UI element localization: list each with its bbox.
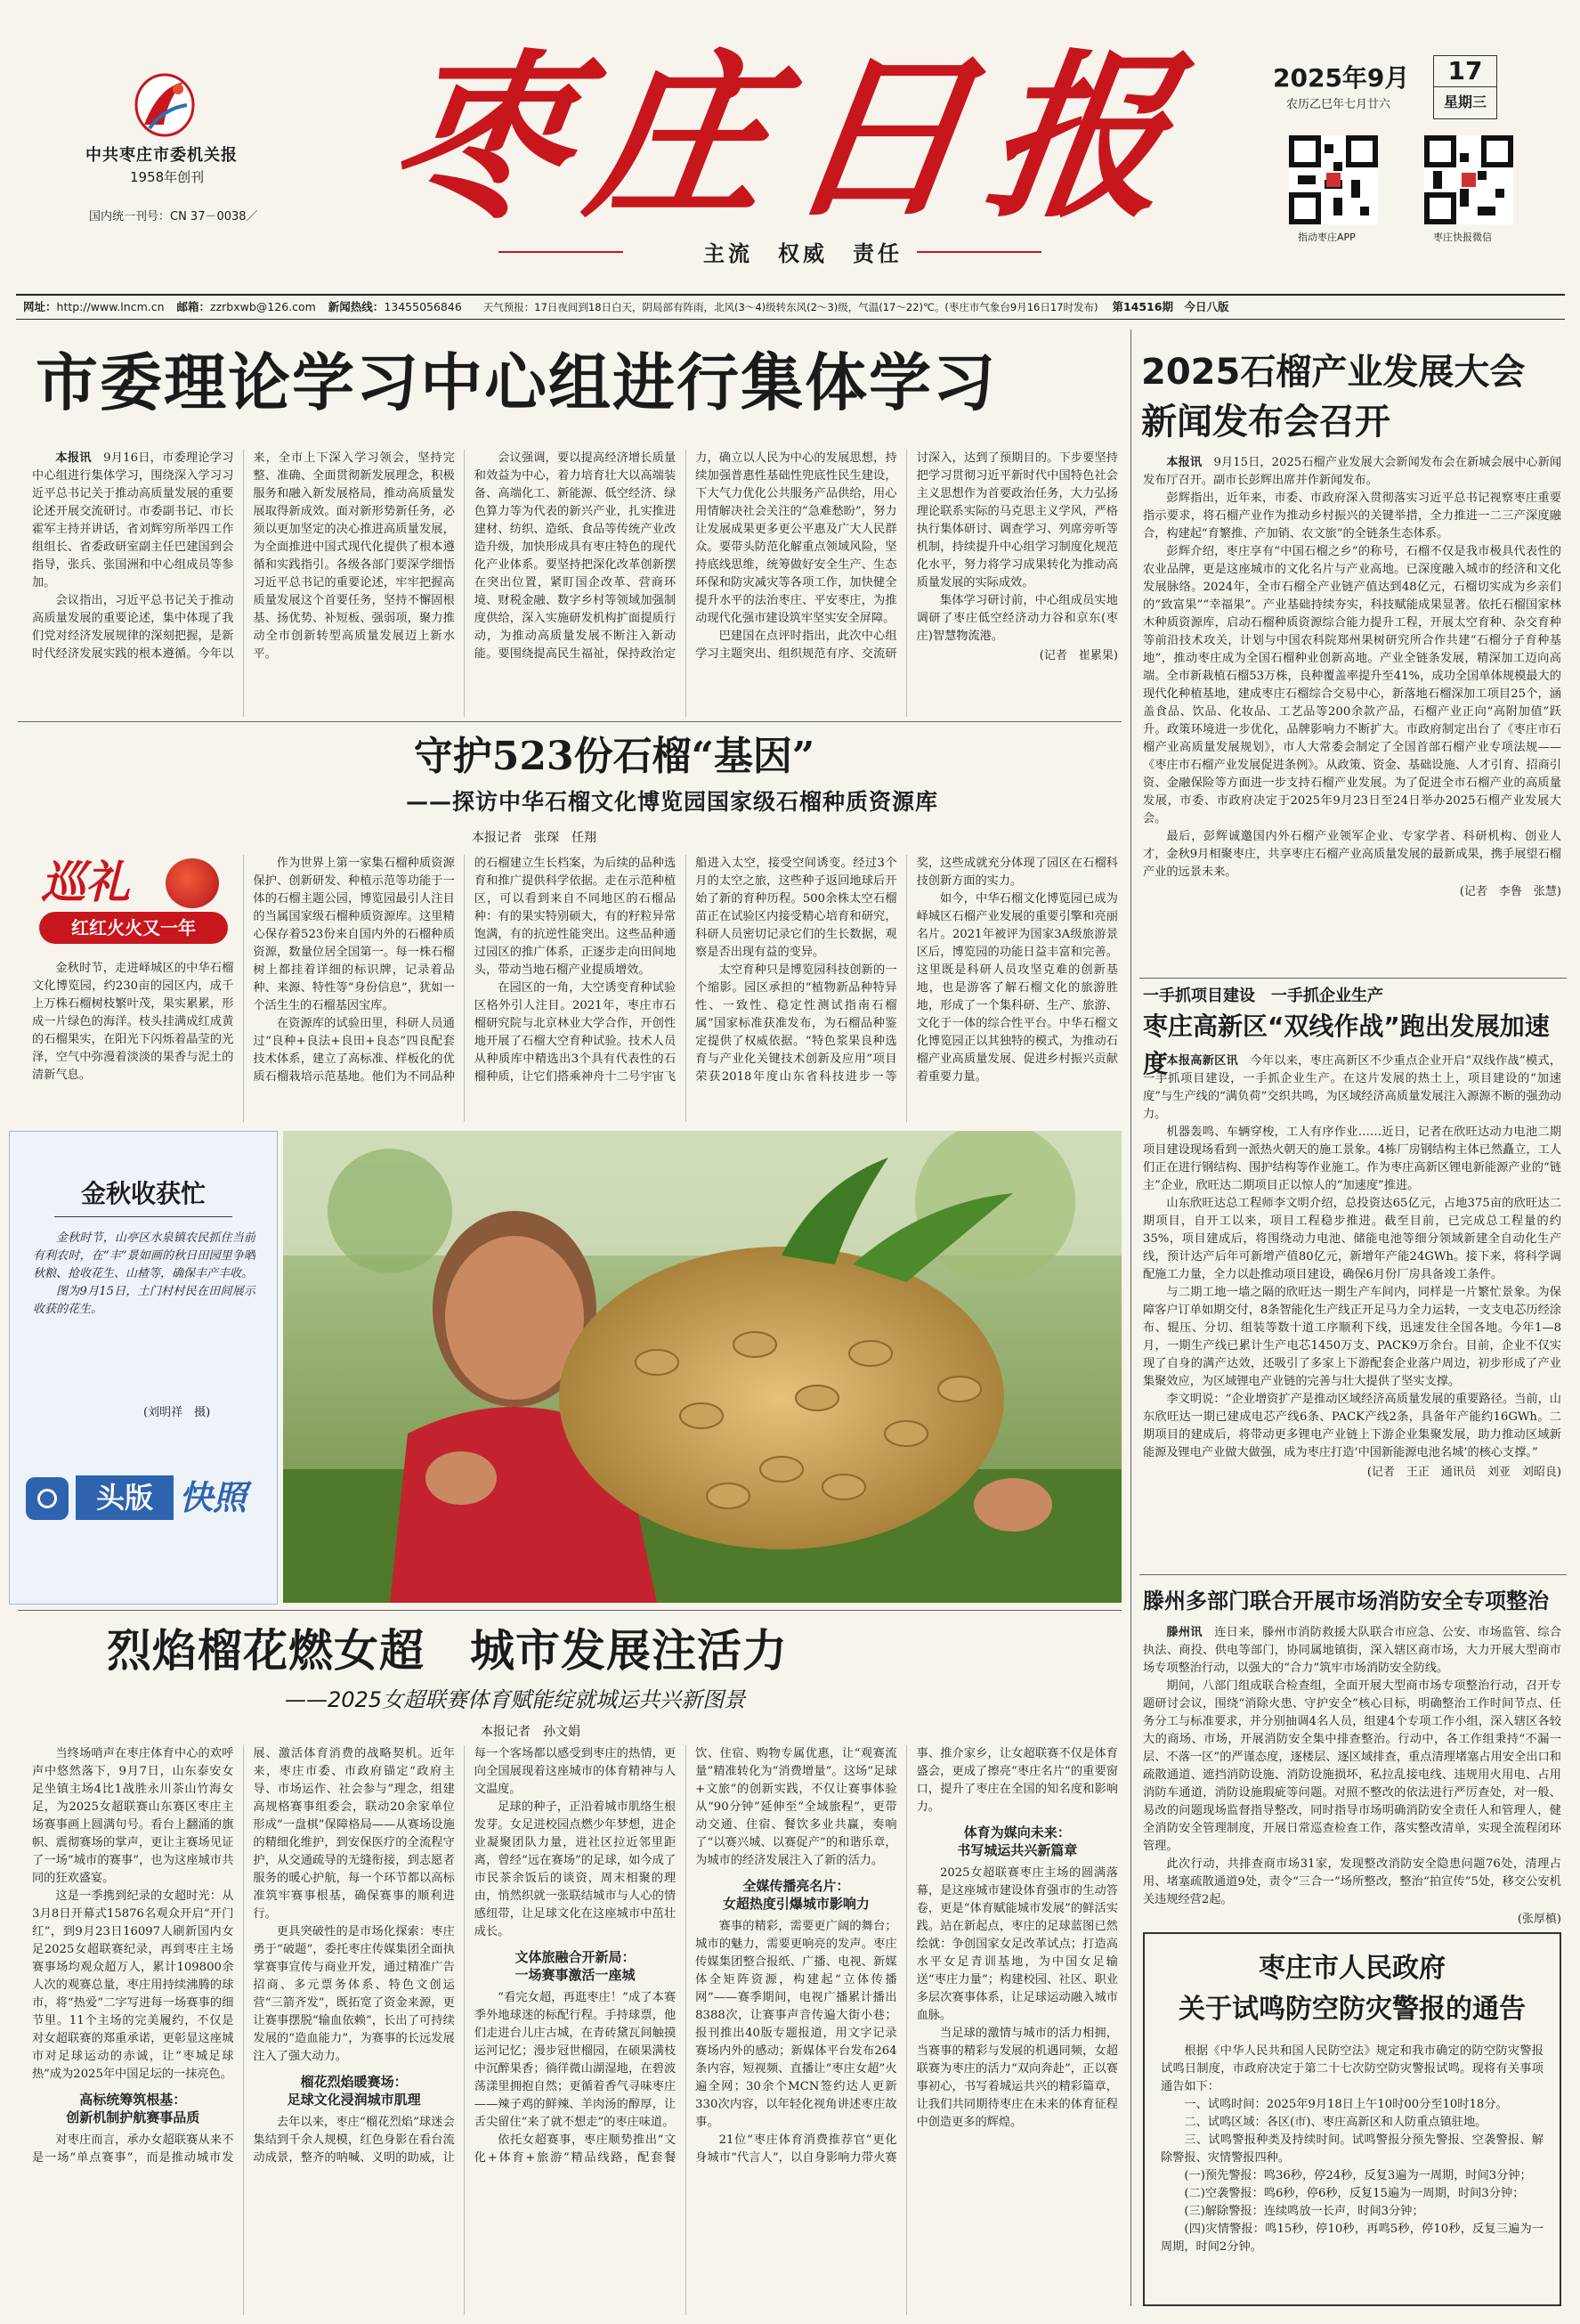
issue-number: 第14516期 今日八版	[1112, 300, 1229, 313]
pomegranate-paragraph: 太空育种只是博览园科技创新的一个缩影。园区承担的“植物新品种特异性、一致性、稳定性测试指南石榴属”国家标准获准发布，为石榴品种鉴定提供了权威依据。“特色浆果良种选育与产业化关键技术创新及应用”项目荣获2018年度山东省科技进步一等奖，这些成就充分体现了园区在石榴科技创新方面的实力。	[695, 857, 1118, 1084]
hitech-paragraph: 与二期工地一墙之隔的欣旺达一期生产车间内，同样是一片繁忙景象。为保障客户订单如期交付，8条智能化生产线正开足马力全力运转，一支支电芯历经涂布、辊压、分切、组装等数十道工序顺利下线，迅速发往全国各地。今年1—8月，一期生产线已累计生产电芯1450万支、PACK9万余台。目前，企业不仅实现了自身的满产达效，还吸引了多家上下游配套企业落户周边，初步形成了产业集聚效应，为区域锂电产业链的完善与壮大提供了坚实支撑。	[1143, 1286, 1561, 1388]
hitech-paragraph: 李文明说：“企业增资扩产是推动区域经济高质量发展的重要路径。当前，山东欣旺达一期已建成电芯产线6条、PACK产线2条，具备年产能约16GWh。二期项目的建成后，将带动更多锂电产业链上下游企业集聚发展，助力推动区域新能源及锂电产业做大做强，成为枣庄打造‘中国新能源电池名城’的核心支撑。”	[1143, 1393, 1561, 1459]
football-paragraph: 当终场哨声在枣庄体育中心的欢呼声中悠然落下，9月7日，山东泰安女足坐镇主场4比1战胜永川茶山竹海女足，为2025女超联赛山东赛区枣庄主场赛事画上圆满句号。看台上翻涌的旗帜、震彻赛场的掌声，更让主赛场见证了一场“城市的赛事”，也为这座城市共同的狂欢盛宴。	[32, 1747, 234, 1885]
mail-address: zzrbxwb@126.com	[210, 300, 316, 313]
pomegranate-body	[32, 855, 1118, 1122]
hitech-paragraph: 机器轰鸣、车辆穿梭，工人有序作业……近日，记者在欣旺达动力电池二期项目建设现场看到一派热火朝天的施工景象。4栋厂房钢结构主体已然矗立，工人们正在进行钢结构、围护结构等作业施工。作为枣庄高新区锂电新能源产业的“链主”企业，欣旺达二期项目正以惊人的“加速度”推进。	[1143, 1125, 1561, 1192]
notice-item: 二、试鸣区域：各区(市)、枣庄高新区和人防重点镇驻地。	[1184, 2116, 1487, 2129]
section-divider	[1139, 1574, 1567, 1575]
weekday: 星期三	[1443, 93, 1487, 110]
conference-paragraph: 本报讯 9月15日，2025石榴产业发展大会新闻发布会在新城会展中心新闻发布厅召开。副市长彭辉出席并作新闻发布。	[1143, 456, 1561, 487]
pomegranate-byline: 本报记者 张琛 任翔	[472, 831, 596, 845]
founded-year: 1958年创刊	[130, 169, 205, 185]
section-divider	[18, 1610, 1122, 1611]
hitech-paragraph: 山东欣旺达总工程师李文明介绍，总投资达65亿元，占地375亩的欣旺达二期项目，自开工以来，项目工程稳步推进。截至目前，已完成总工程量的约35%，项目建成后，将围绕动力电池、储能电池等细分领域新建全自动化生产线，预计达产后年可新增产值80亿元，新增年产能24GWh。接下来，将科学调配施工力量，全力以赴推动项目建设，确保6月份厂房具备竣工条件。	[1143, 1197, 1561, 1281]
issn: 国内统一刊号：CN 37－0038／	[89, 210, 258, 223]
date-box	[1433, 55, 1497, 119]
title-rule-left	[498, 251, 623, 253]
fire-paragraph: 期间，八部门组成联合检查组，全面开展大型商市场专项整治行动，召开专题研讨会议，围绕“消除火患、守护安全”核心目标，明确整治工作时间节点、任务分工与标准要求，并分别抽调4名人员，组建4个专项工作小组，深入辖区各较大的商场、市场，开展消防安全集中排查整治。行动中，各工作组秉持“不漏一层、不落一区”的严谨态度，逐楼层、逐区域排查，重点清理堵塞占用安全出口和疏散通道、遮挡消防设施、消防设施损坏，私拉乱接电线、违规用火用电、占用消防车通道，消防设施瑕疵等问题。对照不整改的依法进行严厉查处，对一般、易改的问题现场监督指导整改，同时指导市场明确消防安全责任人和管理人，健全消防安全管理制度，开展日常巡查检查工作，落实整改清单，实现全流程闭环管理。	[1143, 1679, 1561, 1853]
pomegranate-paragraph: 在资源库的试验田里，科研人员通过“良种+良法+良田+良态”四良配套技术体系，建立了高标准、样板化的优质石榴栽培示范基地。他们为不同品种的石榴建立生长档案，为后续的品种选育和推广提供科学依据。走在示范种植区，可以看到来自不同地区的石榴品种：有的果实特别硕大，有的籽粒异常饱满，有的抗逆性能突出。这些品种通过园区的推广体系，正逐步走向田间地头，带动当地石榴产业提质增效。	[253, 857, 677, 1084]
lead-paragraph: 集体学习研讨前，中心组成员实地调研了枣庄低空经济动力谷和京东(枣庄)智慧物流港。	[916, 594, 1118, 643]
dateline: 本报高新区讯	[1166, 1054, 1238, 1068]
camera-lens-icon	[37, 1489, 57, 1508]
harvest-title-rule	[54, 1216, 232, 1217]
football-headline: 烈焰榴花燃女超 城市发展注活力	[107, 1624, 788, 1677]
pomegranate-paragraph: 金秋时节，走进峄城区的中华石榴文化博览园，约230亩的园区内，成千上万株石榴树枝繁叶茂，果实累累，形成一片绿色的海洋。枝头挂满成红成黄的石榴果实，在阳光下闪烁着晶莹的光泽，空气中弥漫着淡淡的果香与泥土的清新气息。	[32, 962, 234, 1082]
notice-item: (三)解除警报：连续鸣放一长声，时间3分钟；	[1184, 2205, 1424, 2218]
hitech-headline: 枣庄高新区“双线作战”跑出发展加速度	[1143, 1012, 1550, 1078]
qr-code-app-icon	[1289, 135, 1378, 224]
qr-wechat-label: 枣庄快报微信	[1433, 232, 1492, 243]
football-subhead: ——2025女超联赛体育赋能绽就城运共兴新图景	[285, 1687, 746, 1712]
football-paragraph: 足球的种子，正沿着城市肌络生根发芽。女足进校园点燃少年梦想，进企业凝聚团队力量，进社区拉近邻里距离，曾经“远在赛场”的足球，如今成了市民茶余饭后的谈资，周末相聚的理由，悄然织就一张联结城市与人心的情感纽带，让足球文化在这座城市中茁壮成长。	[474, 1800, 677, 1938]
fire-headline: 滕州多部门联合开展市场消防安全专项整治	[1143, 1589, 1549, 1613]
football-subheading: 体育为媒向未来： 书写城运共兴新篇章	[957, 1824, 1078, 1858]
pomegranate-paragraph: 作为世界上第一家集石榴种质资源保护、创新研发、种植示范等功能于一体的石榴主题公园，博览园最引人注目的当属国家级石榴种质资源库。这里精心保存着523份来自国内外的石榴种质资源，数量位居全国第一。每一株石榴树上都挂着详细的标识牌，记录着品种、来源、特性等“身份信息”，犹如一个活生生的石榴基因宝库。	[253, 857, 455, 1012]
notice-item: 一、试鸣时间：2025年9月18日上午10时00分至10时18分。	[1184, 2098, 1508, 2111]
football-paragraph: 去年以来，枣庄“榴花烈焰”球迷会集结到千余人规模，红色身影在看台流动成景，整齐的呐喊、义明的助威，让每一个客场都以感受到枣庄的热情，更向全国展现着这座城市的体育精神与人文温度。	[253, 1747, 677, 2165]
harvest-caption-box	[9, 1131, 278, 1605]
notice-headline-1: 枣庄市人民政府	[1259, 1953, 1446, 1984]
lead-paragraph: 会议指出，习近平总书记关于推动高质量发展的重要论述，集中体现了我们党对经济发展规律的深刻把握，是新时代经济发展实践的根本遵循。今年以来，全市上下深入学习领会，坚持完整、准确、全面贯彻新发展理念，积极服务和融入新发展格局，推动高质量发展取得新成效。面对新形势新任务，必须以更加坚定的决心推进高质量发展，为全面推进中国式现代化提供了根本遵循和实践指引。各级各部门要深学细悟习近平总书记的重要论述，牢牢把握高质量发展这个首要任务，坚持不懈固根基、扬优势、补短板、强弱项，聚力推动全市创新转型高质量发展迈上新水平。	[32, 451, 455, 661]
lead-paragraph: 会议强调，要以提高经济增长质量和效益为中心，着力培育壮大以高端装备、高端化工、新能源、低空经济、绿色算力等为代表的新兴产业，扎实推进建材、纺织、造纸、食品等传统产业改造升级，加快形成具有枣庄特色的现代化产业体系。要坚持把深化改革创新摆在突出位置，紧盯国企改革、营商环境、财税金融、数字乡村等领域加强制度供给，深入实施研发机构扩面提质行动，为推动高质量发展不断注入新动能。要围绕提高民生福祉，保持政治定力，确立以人民为中心的发展思想，持续加强普惠性基础性兜底性民生建设，下大气力优化公共服务产品供给，用心用情解决社会关注的“急难愁盼”，努力让发展成果更多更公平惠及广大人民群众。要带头防范化解重点领域风险，坚持底线思维，统筹做好安全生产、生态环保和防灾减灾等各项工作，加快健全提升水平的法治枣庄、平安枣庄，为推动现代化强市建设筑牢坚实安全屏障。	[474, 451, 897, 661]
hotline-number: 13455056846	[384, 300, 462, 313]
pomegranate-subhead: ——探访中华石榴文化博览园国家级石榴种质资源库	[405, 789, 938, 815]
notice-body	[1161, 2043, 1544, 2256]
fire-body	[1143, 1624, 1561, 1927]
football-paragraph: 更具突破性的是市场化探索：枣庄勇于“破题”，委托枣庄传媒集团全面执掌赛事宣传与商业开发，通过精准广告招商、多元票务体系、特色文创运营“三箭齐发”，既拓宽了资金来源，更让赛事摆脱“输血依赖”，长出了可持续发展的“造血能力”，为赛事的长远发展注入了强大动力。	[253, 1925, 455, 2063]
notice-headline-2: 关于试鸣防空防灾警报的通告	[1179, 1994, 1526, 2025]
football-subheading: 文体旅融合开新局： 一场赛事激活一座城	[515, 1949, 636, 1983]
day-number: 17	[1434, 56, 1496, 87]
slogan: 主流 权威 责任	[703, 241, 903, 266]
badge-script: 快照	[179, 1477, 247, 1517]
lead-paragraph: 巴建国在点评时指出，此次中心组学习主题突出、组织规范有序、交流研讨深入，达到了预期目的。下步要坚持把学习贯彻习近平新时代中国特色社会主义思想作为首要政治任务，大力弘扬理论联系实际的马克思主义学风，严格执行集体研讨、调查学习、列席旁听等机制，持续提升中心组学习制度化规范化水平，努力将学习成果转化为推动高质量发展的实际成效。	[695, 451, 1118, 661]
football-paragraph: 2025女超联赛枣庄主场的圆满落幕，是这座城市建设体育强市的生动答卷，更是“体育赋能城市发展”的鲜活实践。站在新起点，枣庄的足球蓝图已然绘就：争创国家女足改革试点；打造高水平女足青训基地，为中国女足输送“枣庄力量”；构建校园、社区、职业多层次赛事体系，让足球运动融入城市血脉。	[916, 1866, 1118, 2022]
lead-headline: 市委理论学习中心组进行集体学习	[36, 346, 997, 419]
title-rule-right	[917, 251, 1041, 253]
badge-text: 头版	[76, 1475, 174, 1520]
conference-body	[1143, 454, 1561, 971]
notice-item: 三、试鸣警报种类及持续时间。试鸣警报分预先警报、空袭警报、解除警报、灾情警报四种。	[1161, 2133, 1544, 2165]
harvest-title: 金秋收获忙	[80, 1179, 206, 1208]
lead-credit: (记者 崔累果)	[1039, 649, 1118, 662]
conference-paragraph: 彭辉指出，近年来，市委、市政府深入贯彻落实习近平总书记视察枣庄重要指示要求，将石榴产业作为推动乡村振兴的关键举措，全力推进一二三产深度融合，构建起“育繁推、产加销、农文旅”的全链条生态体系。	[1143, 492, 1561, 540]
harvest-caption: 金秋时节，山亭区水泉镇农民抓住当前有利农时，在“丰”景如画的秋日田园里争晒秋粮、抢收花生、山楂等，确保丰产丰收。 图为9月15日，土门村村民在田间展示收获的花生。	[33, 1231, 255, 1316]
hotline-label: 新闻热线：	[328, 300, 385, 313]
football-paragraph: 对枣庄而言，承办女超联赛从来不是一场“单点赛事”，而是推动城市发展、激活体育消费的战略契机。近年来，枣庄市委、市政府锚定“政府主导、市场运作、社会参与”理念，组建高规格赛事组委会，联动20余家单位形成“一盘棋”保障格局——从赛场设施的精细化维护，到安保医疗的全流程守护，从交通疏导的无缝衔接，到志愿者服务的暖心护航，每一个环节都以高标准筑牢赛事根基，确保赛事的顺利进行。	[32, 1747, 455, 2165]
site-url: http://www.lncm.cn	[56, 300, 165, 313]
weather-forecast: 天气预报：17日夜间到18日白天，阴局部有阵雨，北风(3～4)级转东风(2～3)级，气温(17～22)℃。(枣庄市气象台9月16日17时发布)	[482, 301, 1098, 313]
conference-paragraph: 最后，彭辉诚邀国内外石榴产业领军企业、专家学者、科研机构、创业人才，金秋9月相聚枣庄，共享枣庄石榴产业高质量发展的最新成果，携手展望石榴产业的远景未来。	[1143, 830, 1561, 879]
photo-badge	[26, 1470, 257, 1527]
site-label: 网址：	[23, 300, 57, 313]
football-paragraph: 当足球的激情与城市的活力相拥，当赛事的精彩与发展的机遇同频，女超联赛为枣庄的活力“双向奔赴”，正以赛事初心，书写着城运共兴的精彩篇章，让我们共同期待枣庄在未来的体育征程中创造更多的辉煌。	[916, 2027, 1118, 2129]
masthead	[0, 0, 1580, 285]
pomegranate-paragraph: 如今，中华石榴文化博览园已成为峄城区石榴产业发展的重要引擎和亮丽名片。2021年被评为国家3A级旅游景区后，博览园的功能日益丰富和完善。这里既是科研人员攻坚克难的创新基地，也是游客了解石榴文化的旅游胜地，形成了一个集科研、生产、旅游、文化于一体的综合性平台。中华石榴文化博览园正以其独特的模式，为推动石榴产业高质量发展、促进乡村振兴贡献着重要力量。	[916, 892, 1118, 1084]
fire-credit: (张厚槙)	[1517, 1913, 1561, 1926]
section-divider	[18, 721, 1122, 722]
qr-app-label: 指动枣庄APP	[1298, 232, 1356, 243]
football-subheading: 全媒传播亮名片： 女超热度引爆城市影响力	[722, 1878, 870, 1912]
promo-spacer	[32, 855, 233, 960]
conference-paragraph: 彭辉介绍，枣庄享有“中国石榴之乡”的称号，石榴不仅是我市极具代表性的农业品牌，更是这座城市的文化名片与产业高地。已深度融入城市的经济和文化发展脉络。2024年，全市石榴全产业链产值达到48亿元，石榴切实成为乡亲们的“致富果”“幸福果”。产业基础持续夯实，科技赋能成果显著。依托石榴国家林木种质资源库，启动石榴种质资源综合能力提升工程，开展太空育种、杂交育种等前沿技术攻关，计划与中国农科院郑州果树研究所合作共建“石榴分子育种基地”，推动枣庄成为全国石榴种业创新高地。产业全链条发展，精深加工迈向高端。全市新栽植石榴53万株，良种覆盖率提升至41%，成功全国单体规模最大的现代化种植基地，建成枣庄石榴综合交易中心，新落地石榴深加工项目25个，涵盖食品、饮品、化妆品、工艺品等200余款产品，石榴产业正向“高附加值”跃升。政策环境进一步优化，品牌影响力不断扩大。市政府制定出台了《枣庄市石榴产业高质量发展规划》，市人大常委会制定了全国首部石榴产业专项法规——《枣庄市石榴产业发展促进条例》。从政策、资金、基础设施、人才引育、招商引资、金融保险等方面进一步支持石榴产业发展。为了促进全市石榴产业的高质量发展，市委、市政府决定于2025年9月23日至24日举办2025石榴产业发展大会。	[1143, 545, 1561, 825]
lead-paragraph: 本报讯 9月16日，市委理论学习中心组进行集体学习，围绕深入学习习近平总书记关于推动高质量发展的重要论述开展交流研讨。市委副书记、市长霍军主持并讲话，省刘辉穷所举四工作组组长、省委政研室副主任巴建国到会指导，张兵、张国洲和中心组成员等参加。	[32, 451, 234, 589]
football-paragraph: “看完女超，再逛枣庄！”成了本赛季外地球迷的标配行程。手持球票，他们走进台儿庄古城，在青砖黛瓦间触摸运河记忆；漫步冠世榴园，在硕果满枝中沉醉果香；徜徉微山湖湿地，在碧波荡漾里拥抱自然；更循着香气寻味枣庄——辣子鸡的鲜辣、羊肉汤的醇厚，让舌尖留住“来了就不想走”的枣庄味道。	[474, 1991, 677, 2129]
football-paragraph: 依托女超赛事，枣庄顺势推出“文化+体育+旅游”精品线路，配套餐饮、住宿、购物专属优惠，让“观赛流量”精准转化为“消费增量”。这场“足球+文旅”的创新实践，不仅让赛事体验从“90分钟”延伸至“全域旅程”，更带动交通、住宿、餐饮多业共赢，奏响了“以赛兴城、以赛促产”的和谐乐章，为城市的经济发展注入了新的活力。	[474, 1747, 897, 2165]
harvest-credit: (刘明祥 摄)	[143, 1406, 211, 1419]
newspaper-title: 枣庄日报	[377, 33, 1204, 242]
column-divider	[1130, 329, 1131, 2306]
notice-item: (四)灾情警报：鸣15秒，停10秒，再鸣5秒，停10秒，反复三遍为一周期，时间2分钟。	[1161, 2222, 1544, 2254]
harvest-photo	[283, 1131, 1122, 1603]
notice-item: (二)空袭警报：鸣6秒，停6秒，反复15遍为一周期，时间3分钟；	[1184, 2187, 1525, 2200]
hitech-body	[1143, 1052, 1561, 1569]
air-raid-notice	[1143, 1932, 1561, 2306]
football-subheading: 高标统筹筑根基： 创新机制护航赛事品质	[66, 2092, 200, 2125]
fire-paragraph: 滕州讯 连日来，滕州市消防救援大队联合市应急、公安、市场监管、综合执法、商投、供电等部门，协同属地镇街，深入辖区商市场，大力开展大型商市场专项整治行动，以强大的“合力”筑牢市场消防安全防线。	[1143, 1626, 1561, 1675]
section-divider	[1139, 978, 1567, 979]
newspaper-logo-icon	[132, 69, 198, 139]
football-paragraph: 赛事的精彩，需要更广阔的舞台；城市的魅力，需要更响亮的发声。枣庄传媒集团整合报纸、广播、电视、新媒体全矩阵资源，构建起“立体传播网”——赛季期间，电视广播累计播出8388次，让赛事声音传遍大街小巷；报刊推出40版专题报道，用文字记录赛场内外的感动；新媒体平台发布264条内容，短视频、直播让“枣庄女超”火遍全网；30余个MCN签约达人更新330次内容，以年轻化视角讲述枣庄故事。	[695, 1920, 897, 2129]
xunli-subtitle: 红红火火又一年	[39, 912, 228, 944]
dateline: 滕州讯	[1166, 1626, 1203, 1639]
dateline: 本报讯	[55, 451, 92, 465]
dateline: 本报讯	[1166, 456, 1203, 469]
pomegranate-paragraph: 在园区的一角，大空诱变育种试验区格外引人注目。2021年，枣庄市石榴研究院与北京林业大学合作，开创性地开展了石榴大空育种试验。技术人员从种质库中精选出3个具有代表性的石榴种质，让它们搭乘神舟十二号宇宙飞船进入太空，接受空间诱变。经过3个月的太空之旅，这些种子返回地球后开始了新的育种历程。500余株太空石榴苗正在试验区内接受精心培育和研究，科研人员密切记录它们的生长数据，观察是否出现有益的变异。	[474, 857, 897, 1084]
issue-date: 2025年9月	[1273, 63, 1410, 93]
pomegranate-headline: 守护523份石榴“基因”	[413, 734, 815, 779]
lead-article-body	[32, 450, 1118, 717]
org-name: 中共枣庄市委机关报	[85, 146, 238, 165]
football-subheading: 榴花烈焰暖赛场： 足球文化浸润城市肌理	[287, 2074, 421, 2108]
qr-code-wechat-icon	[1424, 135, 1513, 224]
conference-credit: (记者 李鲁 张慧)	[1459, 885, 1561, 898]
conference-headline: 2025石榴产业发展大会新闻发布会召开	[1141, 352, 1526, 443]
xunli-title: 巡礼	[41, 856, 130, 908]
lunar-date: 农历乙巳年七月廿六	[1286, 98, 1391, 111]
hitech-kicker: 一手抓项目建设 一手抓企业生产	[1143, 987, 1383, 1005]
info-bar	[16, 294, 1565, 320]
hitech-paragraph: 本报高新区讯 今年以来，枣庄高新区不少重点企业开启“双线作战”模式，一手抓项目建设，一手抓企业生产。在这片发展的热土上，项目建设的“加速度”与生产线的“满负荷”交织共鸣，为区域经济高质量发展注入源源不断的强劲动力。	[1143, 1054, 1561, 1121]
mail-label: 邮箱：	[176, 300, 211, 313]
football-body	[32, 1745, 1118, 2315]
football-paragraph: 21位“枣庄体育消费推荐官”更化身城市“代言人”，以自身影响力带火赛事、推介家乡，让女超联赛不仅是体育盛会，更成了擦亮“枣庄名片”的重要窗口，提升了枣庄在全国的知名度和影响力。	[695, 1747, 1118, 2165]
notice-intro: 根据《中华人民共和国人民防空法》规定和我市确定的防空防灾警报试鸣日制度，市政府决定于第二十七次防空防灾警报试鸣。现将有关事项通告如下：	[1161, 2044, 1544, 2093]
notice-item: (一)预先警报：鸣36秒，停24秒，反复3遍为一周期，时间3分钟；	[1184, 2169, 1532, 2182]
football-byline: 本报记者 孙文娟	[481, 1725, 580, 1739]
fire-paragraph: 此次行动，共排查商市场31家，发现整改消防安全隐患问题76处，清理占用、堵塞疏散通道9处，责令“三合一”场所整改，整治“拍宣传”5处，移交公安机关违规经营2起。	[1143, 1857, 1561, 1906]
football-paragraph: 这是一季携到纪录的女超时光：从3月8日开幕式15876名观众开启“开门红”，到9月23日16097人刷新国内女足2025女超联赛纪录，再到枣庄主场赛事场均观众超万人，累计109800余人次的观赛总量，枣庄用持续沸腾的球市，将“热爱”二字写进每一场赛事的细节里。11个主场的完美履约，不仅是对女超联赛的郑重承诺，更彰显这座城市对足球运动的赤诚，让“枣城足球热”成为2025年中国足坛的一抹亮色。	[32, 1889, 234, 2081]
hitech-credit: (记者 王正 通讯员 刘亚 刘昭良)	[1366, 1466, 1561, 1479]
